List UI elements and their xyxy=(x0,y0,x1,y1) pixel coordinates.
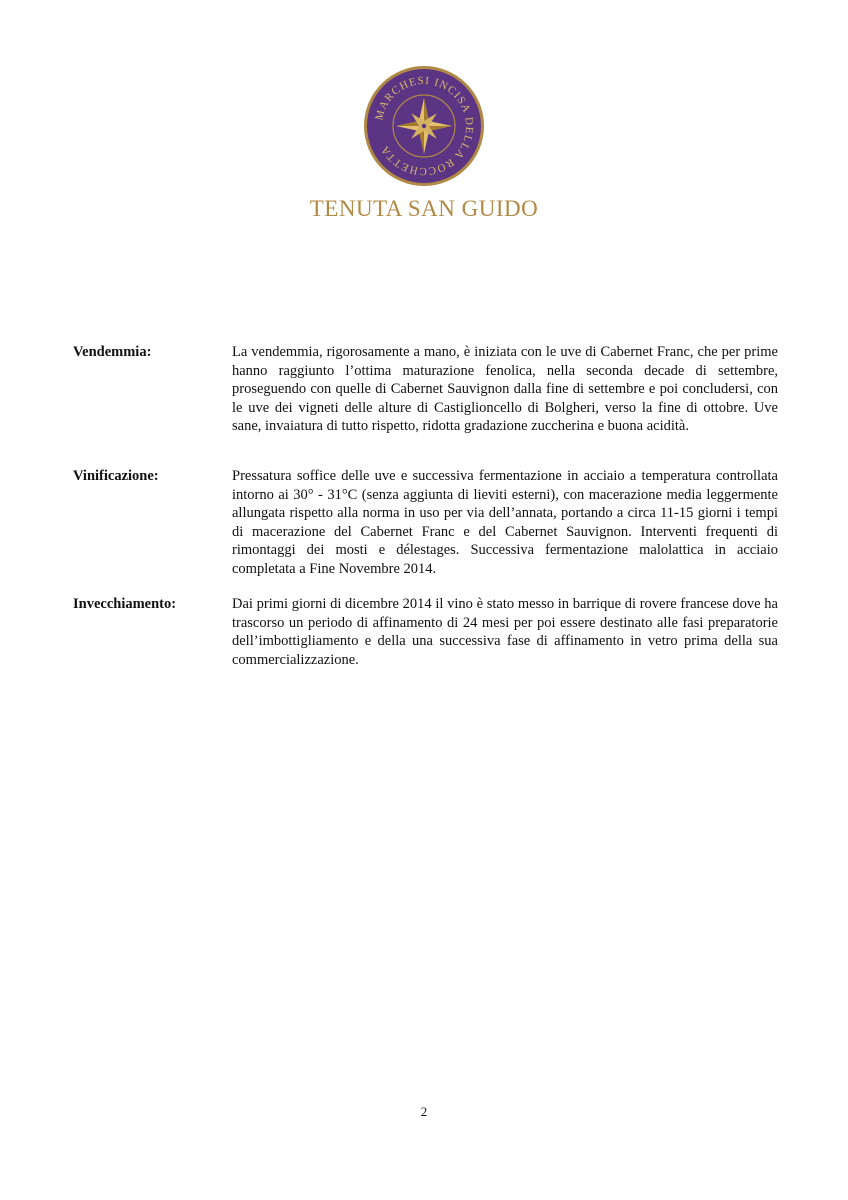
section-vendemmia xyxy=(73,343,778,455)
brand-name: TENUTA SAN GUIDO xyxy=(309,196,539,221)
section-text: Pressatura soffice delle uve e successiva fermentazione in acciaio a temperatura controllata intorno ai 30° - 31°C (senza aggiunta di lieviti esterni), con macerazione media leggermente allungata rispetto alla norma in uso per via dell’annata, portando a circa 11-15 giorni i tempi di macerazione del Cabernet Franc e del Cabernet Sauvignon. Interventi frequenti di rimontaggi dei mosti e délestages. Successiva fermentazione malolattica in acciaio completata a Fine Novembre 2014. xyxy=(232,468,778,577)
section-vinificazione xyxy=(73,467,778,579)
seal-graphic xyxy=(362,64,486,188)
section-label: Vinificazione: xyxy=(73,468,159,484)
page-number: 2 xyxy=(420,1104,428,1119)
section-text: Dai primi giorni di dicembre 2014 il vino è stato messo in barrique di rovere francese dove ha trascorso un periodo di affinamento di 24 mesi per poi essere destinato alle fasi preparatorie dell’imbottigliamento e della una successiva fase di affinamento in vetro prima della sua commercializzazione. xyxy=(232,596,778,668)
section-label: Invecchiamento: xyxy=(73,596,177,612)
section-text: La vendemmia, rigorosamente a mano, è iniziata con le uve di Cabernet Franc, che per prime hanno raggiunto l’ottima maturazione fenolica, nella seconda decade di settembre, proseguendo con quelle di Cabernet Sauvignon dalla fine di settembre e poi concludersi, con le uve dei vigneti delle alture di Castiglioncello di Bolgheri, verso la fine di ottobre. Uve sane, invaiatura di tutto rispetto, ridotta gradazione zuccherina e buona acidità. xyxy=(232,344,778,434)
compass-rose-seal-icon xyxy=(362,64,486,188)
seal-text: MARCHESI INCISA DELLA ROCCHETTA xyxy=(373,74,476,178)
section-invecchiamento xyxy=(73,595,778,675)
section-label: Vendemmia: xyxy=(73,344,152,360)
